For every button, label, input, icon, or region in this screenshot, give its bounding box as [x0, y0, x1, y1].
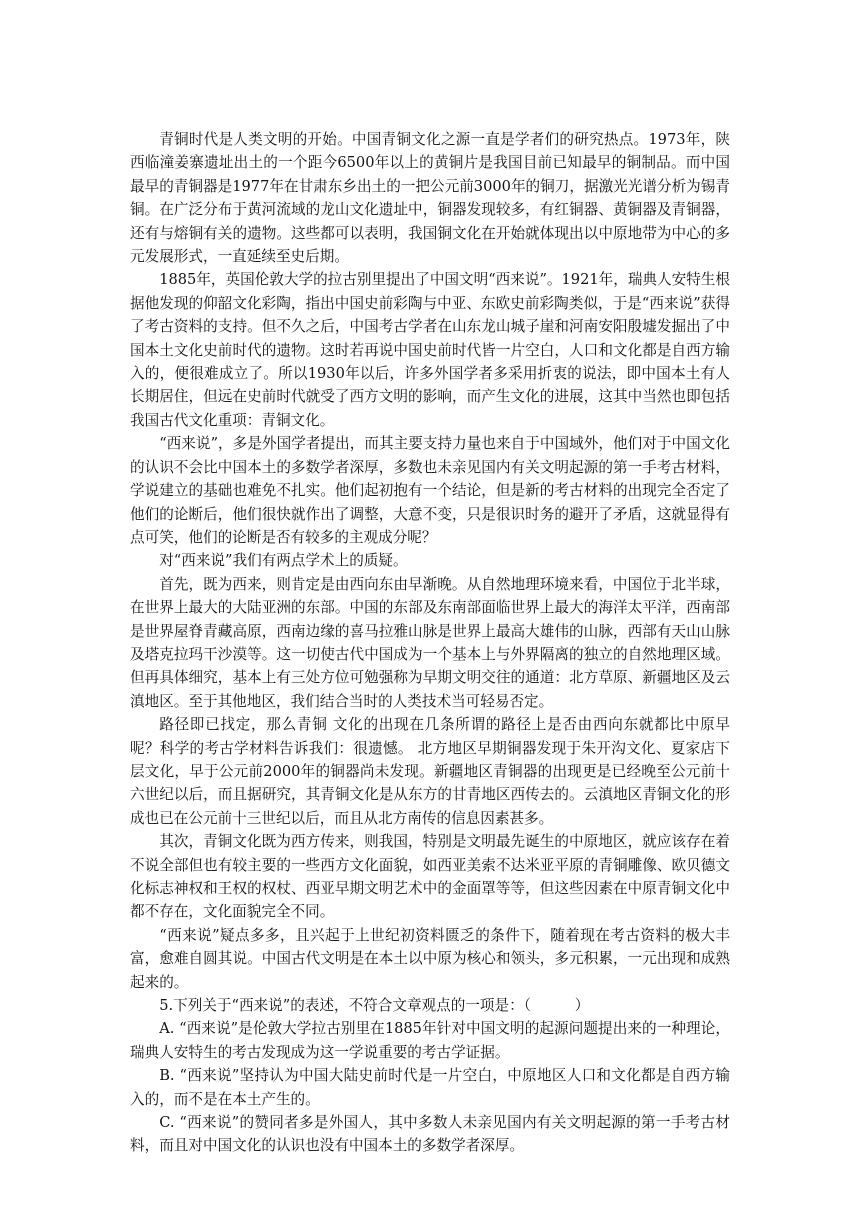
- document-page: [130, 128, 730, 1158]
- passage-paragraph-7: 其次，青铜文化既为西方传来，则我国，特别是文明最先诞生的中原地区，就应该存在着不说全部但也有较主要的一些西方文化面貌，如西亚美索不达米亚平原的青铜雕像、欧贝德文化标志神权和王权的权杖、西亚早期文明艺术中的金面罩等等，但这些因素在中原青铜文化中都不存在，文化面貌完全不同。: [130, 833, 730, 921]
- question-stem: 5.下列关于“西来说”的表述，不符合文章观点的一项是：（ ）: [159, 997, 590, 1015]
- option-c: C. “西来说”的赞同者多是外国人，其中多数人未亲见国内有关文明起源的第一手考古材料，而且对中国文化的认识也没有中国本土的多数学者深厚。: [130, 1114, 730, 1155]
- passage-paragraph-1: 青铜时代是人类文明的开始。中国青铜文化之源一直是学者们的研究热点。1973年，陕西临潼姜寨遗址出土的一个距今6500年以上的黄铜片是我国目前已知最早的铜制品。而中国最早的青铜器是1977年在甘肃东乡出土的一把公元前3000年的铜刀，据激光光谱分析为锡青铜。在广泛分布于黄河流域的龙山文化遗址中，铜器发现较多，有红铜器、黄铜器及青铜器，还有与熔铜有关的遗物。这些都可以表明，我国铜文化在开始就体现出以中原地带为中心的多元发展形式，一直延续至史后期。: [130, 131, 730, 266]
- question-block: [130, 994, 730, 1158]
- passage-paragraph-6: 路径即已找定，那么青铜 文化的出现在几条所谓的路径上是否由西向东就都比中原早呢？科学的考古学材料告诉我们：很遗憾。 北方地区早期铜器发现于朱开沟文化、夏家店下层文化，早于公元前2000年的铜器尚未发现。新疆地区青铜器的出现更是已经晚至公元前十六世纪以后，而且据研究，其青铜文化是从东方的甘青地区西传去的。云滇地区青铜文化的形成也已在公元前十三世纪以后，而且从北方南传的信息因素甚多。: [130, 716, 730, 827]
- passage: [130, 128, 730, 994]
- passage-paragraph-8: “西来说”疑点多多，且兴起于上世纪初资料匮乏的条件下，随着现在考古资料的极大丰富，愈难自圆其说。中国古代文明是在本土以中原为核心和领头，多元积累，一元出现和成熟起来的。: [130, 926, 730, 991]
- option-a: A. “西来说”是伦敦大学拉古别里在1885年针对中国文明的起源问题提出来的一种理论，瑞典人安特生的考古发现成为这一学说重要的考古学证据。: [130, 1020, 730, 1061]
- passage-paragraph-5: 首先，既为西来，则肯定是由西向东由早渐晚。从自然地理环境来看，中国位于北半球，在世界上最大的大陆亚洲的东部。中国的东部及东南部面临世界上最大的海洋太平洋，西南部是世界屋脊青藏高原，西南边缘的喜马拉雅山脉是世界上最高大雄伟的山脉，西部有天山山脉及塔克拉玛干沙漠等。这一切使古代中国成为一个基本上与外界隔离的独立的自然地理区域。但再具体细究，基本上有三处方位可勉强称为早期文明交往的通道：北方草原、新疆地区及云滇地区。至于其他地区，我们结合当时的人类技术当可轻易否定。: [130, 575, 730, 710]
- passage-paragraph-4: 对“西来说”我们有两点学术上的质疑。: [159, 552, 408, 570]
- option-b: B. “西来说”坚持认为中国大陆史前时代是一片空白，中原地区人口和文化都是自西方输入的，而不是在本土产生的。: [130, 1067, 730, 1108]
- passage-paragraph-3: “西来说”，多是外国学者提出，而其主要支持力量也来自于中国域外，他们对于中国文化的认识不会比中国本土的多数学者深厚，多数也未亲见国内有关文明起源的第一手考古材料，学说建立的基础也难免不扎实。他们起初抱有一个结论，但是新的考古材料的出现完全否定了他们的论断后，他们很快就作出了调整，大意不变，只是很识时务的避开了矛盾，这就显得有点可笑，他们的论断是否有较多的主观成分呢？: [130, 435, 730, 546]
- passage-paragraph-2: 1885年，英国伦敦大学的拉古别里提出了中国文明“西来说”。1921年，瑞典人安特生根据他发现的仰韶文化彩陶，指出中国史前彩陶与中亚、东欧史前彩陶类似，于是“西来说”获得了考古资料的支持。但不久之后，中国考古学者在山东龙山城子崖和河南安阳殷墟发掘出了中国本土文化史前时代的遗物。这时若再说中国史前时代皆一片空白，人口和文化都是自西方输入的，便很难成立了。所以1930年以后，许多外国学者多采用折衷的说法，即中国本土有人长期居住，但远在史前时代就受了西方文明的影响，而产生文化的进展，这其中当然也即包括我国古代文化重项：青铜文化。: [130, 271, 730, 429]
